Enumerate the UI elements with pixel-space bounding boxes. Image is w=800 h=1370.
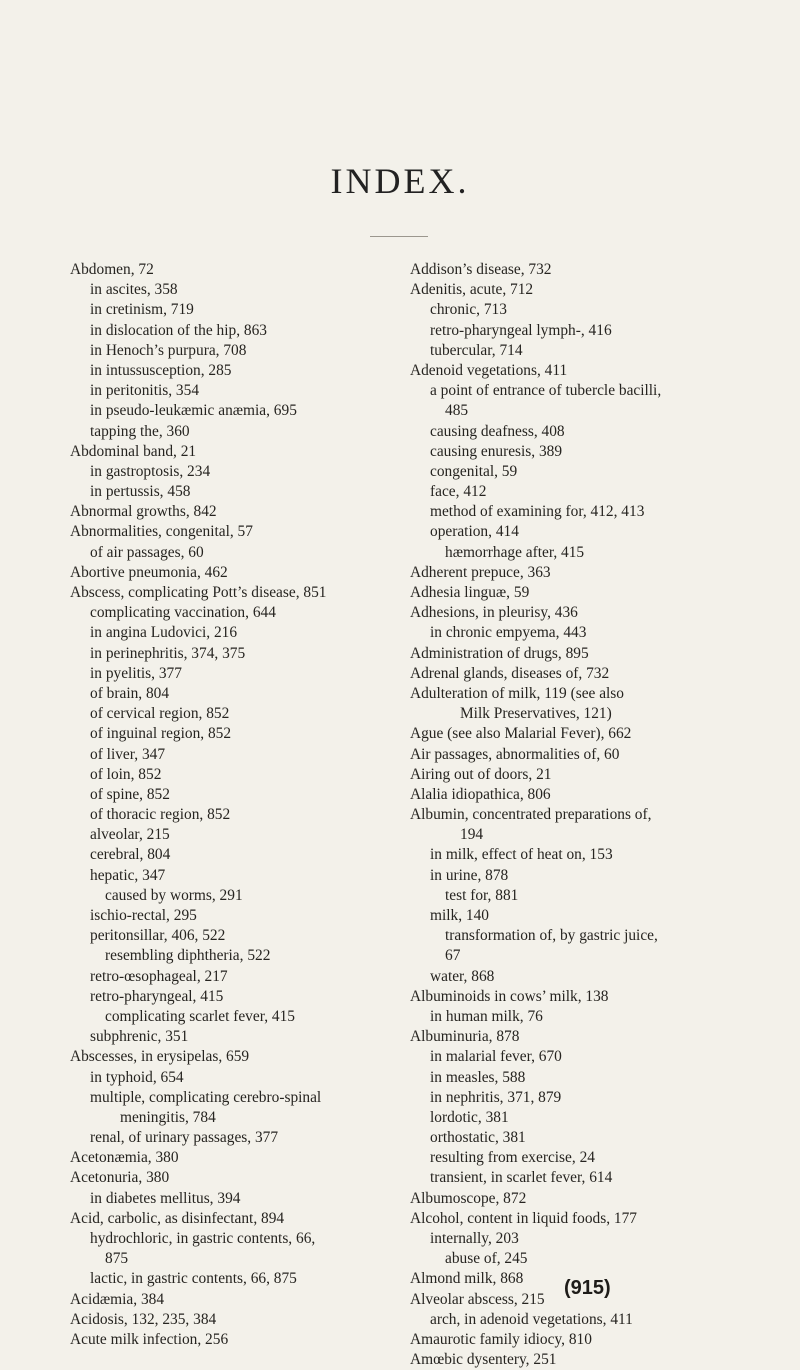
index-subentry: in measles, 588 bbox=[430, 1068, 526, 1086]
index-subentry: abuse of, 245 bbox=[445, 1250, 528, 1268]
index-subentry: tubercular, 714 bbox=[430, 341, 523, 359]
index-subentry: in typhoid, 654 bbox=[90, 1068, 184, 1086]
index-subentry: causing enuresis, 389 bbox=[430, 442, 563, 460]
index-subentry: of air passages, 60 bbox=[90, 543, 204, 561]
index-subentry: ischio-rectal, 295 bbox=[90, 907, 197, 924]
index-subentry: resembling diphtheria, 522 bbox=[105, 947, 271, 965]
index-entry: Acid, carbolic, as disinfectant, 894 bbox=[70, 1209, 285, 1227]
index-subentry: of brain, 804 bbox=[90, 684, 170, 702]
index-subentry: multiple, complicating cerebro-spinal bbox=[90, 1088, 322, 1106]
index-subentry: in intussusception, 285 bbox=[90, 361, 232, 379]
index-entry: Acidosis, 132, 235, 384 bbox=[70, 1310, 217, 1328]
index-subentry: in malarial fever, 670 bbox=[430, 1048, 562, 1066]
index-entry: Air passages, abnormalities of, 60 bbox=[410, 745, 620, 763]
index-subentry: 194 bbox=[460, 826, 484, 844]
index-subentry: in pyelitis, 377 bbox=[90, 664, 182, 682]
index-column-right bbox=[410, 260, 780, 1370]
title-divider bbox=[370, 236, 428, 237]
index-subentry: 485 bbox=[445, 402, 469, 420]
index-subentry: cerebral, 804 bbox=[90, 846, 171, 864]
index-subentry: chronic, 713 bbox=[430, 301, 507, 319]
index-subentry: in urine, 878 bbox=[430, 866, 509, 884]
index-subentry: congenital, 59 bbox=[430, 462, 518, 480]
index-subentry: in gastroptosis, 234 bbox=[90, 462, 211, 480]
index-subentry: alveolar, 215 bbox=[90, 826, 170, 844]
index-subentry: retro-pharyngeal lymph-, 416 bbox=[430, 321, 612, 339]
index-subentry: transformation of, by gastric juice, bbox=[445, 927, 658, 945]
index-subentry: internally, 203 bbox=[430, 1230, 519, 1247]
index-subentry: in diabetes mellitus, 394 bbox=[90, 1189, 241, 1207]
index-entry: Amaurotic family idiocy, 810 bbox=[410, 1330, 592, 1348]
index-subentry: hæmorrhage after, 415 bbox=[445, 543, 585, 561]
index-subentry: milk, 140 bbox=[430, 907, 489, 924]
index-entry: Alalia idiopathica, 806 bbox=[410, 785, 551, 803]
index-subentry: causing deafness, 408 bbox=[430, 422, 565, 440]
index-entry: Amœbic dysentery, 251 bbox=[410, 1351, 557, 1369]
index-subentry: in human milk, 76 bbox=[430, 1007, 543, 1025]
index-entry: Almond milk, 868 bbox=[410, 1270, 524, 1288]
index-subentry: in milk, effect of heat on, 153 bbox=[430, 846, 613, 864]
index-entry: Ague (see also Malarial Fever), 662 bbox=[410, 725, 632, 743]
index-entry: Albumin, concentrated preparations of, bbox=[410, 806, 652, 824]
index-entry: Abortive pneumonia, 462 bbox=[70, 563, 228, 581]
index-entry: Abscess, complicating Pott’s disease, 851 bbox=[70, 584, 327, 601]
index-entry: Abnormalities, congenital, 57 bbox=[70, 523, 253, 541]
index-subentry: 67 bbox=[445, 947, 461, 965]
index-subentry: tapping the, 360 bbox=[90, 422, 190, 440]
index-subentry: in nephritis, 371, 879 bbox=[430, 1088, 562, 1106]
index-subentry: of thoracic region, 852 bbox=[90, 806, 231, 824]
index-subentry: complicating scarlet fever, 415 bbox=[105, 1007, 295, 1025]
index-subentry: operation, 414 bbox=[430, 523, 519, 541]
index-subentry: method of examining for, 412, 413 bbox=[430, 503, 645, 521]
index-subentry: test for, 881 bbox=[445, 886, 519, 904]
index-subentry: in perinephritis, 374, 375 bbox=[90, 644, 246, 662]
index-subentry: in ascites, 358 bbox=[90, 281, 178, 299]
index-entry: Adhesions, in pleurisy, 436 bbox=[410, 604, 578, 622]
index-subentry: water, 868 bbox=[430, 967, 495, 985]
index-subentry: hydrochloric, in gastric contents, 66, bbox=[90, 1230, 316, 1247]
index-subentry: in pseudo-leukæmic anæmia, 695 bbox=[90, 402, 297, 420]
index-entry: Acute milk infection, 256 bbox=[70, 1330, 229, 1348]
index-subentry: hepatic, 347 bbox=[90, 866, 166, 884]
index-subentry: transient, in scarlet fever, 614 bbox=[430, 1169, 613, 1187]
index-subentry: of spine, 852 bbox=[90, 785, 170, 803]
index-entry: Acidæmia, 384 bbox=[70, 1290, 165, 1308]
index-entry: Albumoscope, 872 bbox=[410, 1189, 527, 1207]
index-entry: Abdomen, 72 bbox=[70, 261, 154, 278]
index-entry: Alveolar abscess, 215 bbox=[410, 1290, 545, 1308]
index-subentry: meningitis, 784 bbox=[120, 1108, 216, 1126]
index-entry: Administration of drugs, 895 bbox=[410, 644, 589, 662]
index-subentry: in pertussis, 458 bbox=[90, 483, 191, 501]
index-entry: Abscesses, in erysipelas, 659 bbox=[70, 1048, 250, 1066]
index-subentry: in angina Ludovici, 216 bbox=[90, 624, 238, 642]
index-column-left bbox=[70, 260, 390, 1350]
index-subentry: caused by worms, 291 bbox=[105, 886, 243, 904]
index-entry: Adherent prepuce, 363 bbox=[410, 563, 551, 581]
index-subentry: of inguinal region, 852 bbox=[90, 725, 232, 743]
index-entry: Albuminuria, 878 bbox=[410, 1028, 520, 1046]
index-subentry: peritonsillar, 406, 522 bbox=[90, 927, 226, 945]
index-entry: Adenoid vegetations, 411 bbox=[410, 361, 568, 379]
index-subentry: a point of entrance of tubercle bacilli, bbox=[430, 382, 662, 400]
index-entry: Adhesia linguæ, 59 bbox=[410, 584, 530, 601]
index-entry: Adrenal glands, diseases of, 732 bbox=[410, 664, 610, 682]
index-entry: Acetonuria, 380 bbox=[70, 1169, 170, 1187]
index-subentry: lactic, in gastric contents, 66, 875 bbox=[90, 1270, 297, 1288]
index-entry: Abdominal band, 21 bbox=[70, 442, 197, 460]
index-entry: Adenitis, acute, 712 bbox=[410, 281, 534, 299]
index-entry: Abnormal growths, 842 bbox=[70, 503, 217, 521]
index-subentry: complicating vaccination, 644 bbox=[90, 604, 276, 622]
index-entry: Airing out of doors, 21 bbox=[410, 765, 552, 783]
index-subentry: orthostatic, 381 bbox=[430, 1129, 526, 1147]
index-entry: Alcohol, content in liquid foods, 177 bbox=[410, 1209, 637, 1227]
page-title: INDEX. bbox=[330, 161, 470, 201]
index-subentry: of loin, 852 bbox=[90, 765, 162, 783]
index-entry: Adulteration of milk, 119 (see also bbox=[410, 684, 624, 702]
index-entry: Addison’s disease, 732 bbox=[410, 261, 552, 278]
index-subentry: retro-pharyngeal, 415 bbox=[90, 987, 224, 1005]
index-subentry: face, 412 bbox=[430, 483, 487, 501]
index-entry: Albuminoids in cows’ milk, 138 bbox=[410, 987, 609, 1005]
index-subentry: arch, in adenoid vegetations, 411 bbox=[430, 1310, 633, 1328]
index-subentry: of cervical region, 852 bbox=[90, 705, 230, 723]
page-number: (915) bbox=[564, 1277, 611, 1299]
index-subentry: lordotic, 381 bbox=[430, 1108, 509, 1126]
index-entry: Acetonæmia, 380 bbox=[70, 1149, 179, 1167]
index-subentry: resulting from exercise, 24 bbox=[430, 1149, 595, 1167]
index-subentry: in Henoch’s purpura, 708 bbox=[90, 341, 247, 359]
index-subentry: of liver, 347 bbox=[90, 745, 166, 763]
index-subentry: in peritonitis, 354 bbox=[90, 382, 200, 400]
index-subentry: 875 bbox=[105, 1250, 129, 1268]
index-subentry: retro-œsophageal, 217 bbox=[90, 967, 228, 985]
index-subentry: in dislocation of the hip, 863 bbox=[90, 321, 267, 339]
index-subentry: Milk Preservatives, 121) bbox=[460, 705, 612, 723]
index-subentry: in chronic empyema, 443 bbox=[430, 624, 587, 642]
index-subentry: renal, of urinary passages, 377 bbox=[90, 1129, 279, 1147]
index-subentry: subphrenic, 351 bbox=[90, 1028, 189, 1046]
index-subentry: in cretinism, 719 bbox=[90, 301, 194, 319]
